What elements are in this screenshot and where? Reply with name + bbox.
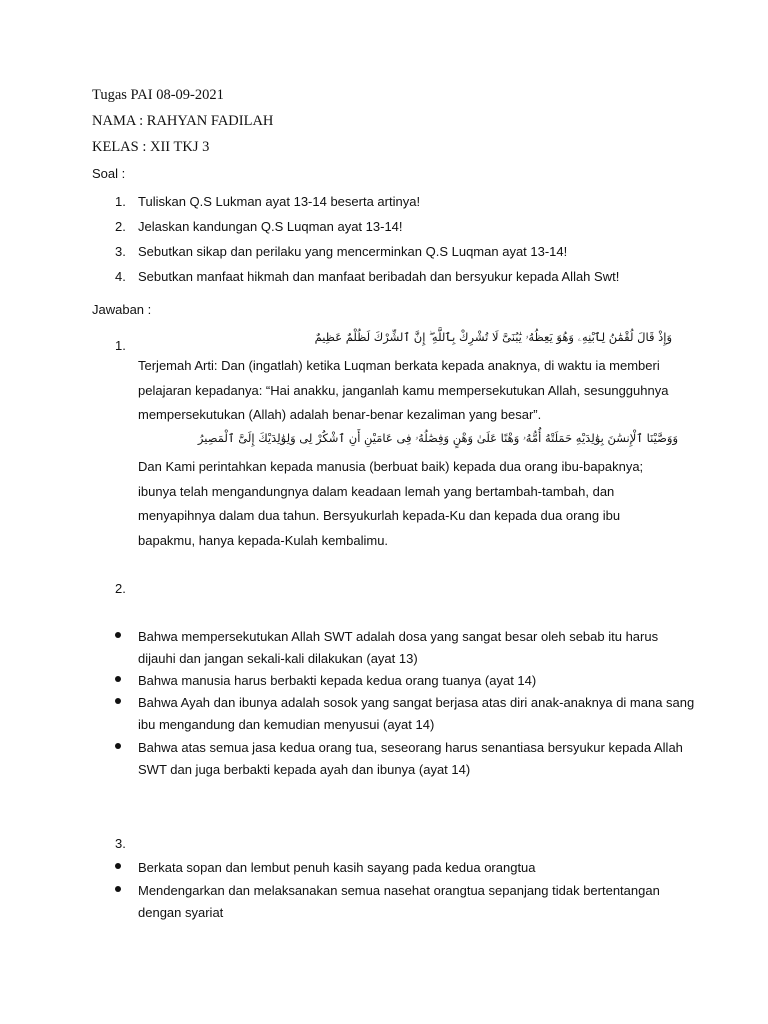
question-number: 2. [115, 219, 126, 234]
answers-label: Jawaban : [92, 302, 152, 317]
bullet-icon [115, 632, 121, 638]
answer-number: 3. [115, 836, 126, 851]
bullet-icon [115, 886, 121, 892]
document-title: Tugas PAI 08-09-2021 [92, 87, 224, 103]
question-number: 4. [115, 269, 126, 284]
translation-verse-14: Dan Kami perintahkan kepada manusia (berbuat baik) kepada dua orang ibu-bapaknya; ibunya telah mengandungnya dalam keadaan lemah yang bertambah-tambah, dan menyapihnya dalam dua tahun. Bersyukurlah kepada-Ku dan kepada dua orang ibu bapakmu, hanya kepada-Kulah kembalimu. [138, 459, 644, 548]
document-page: Tugas PAI 08-09-2021 NAMA : RAHYAN FADILAH KELAS : XII TKJ 3 Soal : 1. Tuliskan Q.S Lukman ayat 13-14 beserta artinya! 2. Jelaskan kandungan Q.S Luqman ayat 13-14! 3. Sebutkan sikap dan perilaku yang mencerminkan Q.S Luqman ayat 13-14! 4. Sebutkan manfaat hikmah dan manfaat beribadah dan bersyukur kepada Allah Swt! Jawaban : 1. وَإِذْ قَالَ لُقْمَٰنُ لِٱبْنِهِۦ وَهُوَ يَعِظُهُۥ يَٰبُنَىَّ لَا تُشْرِكْ بِٱللَّهِ ۖ إِنَّ ٱلشِّرْكَ لَظُلْمٌ عَظِيمٌ Terjemah Arti: Dan (ingatlah) ketika Luqman berkata kepada anaknya, di waktu ia memberi pelajaran kepadanya: “Hai anakku, janganlah kamu mempersekutukan Allah, sesungguhnya mempersekutukan (Allah) adalah benar-benar kezaliman yang besar”. وَوَصَّيْنَا ٱلْإِنسَٰنَ بِوَٰلِدَيْهِ حَمَلَتْهُ أُمُّهُۥ وَهْنًا عَلَىٰ وَهْنٍ وَفِصَٰلُهُۥ فِى عَامَيْنِ أَنِ ٱشْكُرْ لِى وَلِوَٰلِدَيْكَ إِلَىَّ ٱلْمَصِيرُ Dan Kami perintahkan kepada manusia (berbuat baik) kepada dua orang ibu-bapaknya; ibunya telah mengandungnya dalam keadaan lemah yang bertambah-tambah, dan menyapihnya dalam dua tahun. Bersyukurlah kepada-Ku dan kepada dua orang ibu bapakmu, hanya kepada-Kulah kembalimu. 2. Bahwa mempersekutukan Allah SWT adalah dosa yang sangat besar oleh sebab itu harus dijauhi dan jangan sekali-kali dilakukan (ayat 13) Bahwa manusia harus berbakti kepada kedua orang tuanya (ayat 14) Bahwa Ayah dan ibunya adalah sosok yang sangat berjasa atas diri anak-anaknya di mana sang ibu mengandung dan kemudian menyusui (ayat 14) Bahwa atas semua jasa kedua orang tua, seseorang harus senantiasa bersyukur kepada Allah SWT dan juga berbakti kepada ayah dan ibunya (ayat 14) 3. Berkata sopan dan lembut penuh kasih sayang pada kedua orangtua Mendengarkan dan melaksanakan semua nasehat orangtua sepanjang tidak bertentangan dengan syariat [92, 87, 695, 920]
questions-label: Soal : [92, 166, 126, 181]
question-number: 3. [115, 244, 126, 259]
bullet-icon [115, 863, 121, 869]
question-item: Sebutkan sikap dan perilaku yang mencerminkan Q.S Luqman ayat 13-14! [138, 244, 568, 259]
answer-number: 1. [115, 338, 126, 353]
question-item: Jelaskan kandungan Q.S Luqman ayat 13-14! [138, 219, 403, 234]
student-class: KELAS : XII TKJ 3 [92, 139, 210, 155]
bullet-icon [115, 698, 121, 704]
bullet-icon [115, 743, 121, 749]
student-name: NAMA : RAHYAN FADILAH [92, 113, 274, 129]
bullet-icon [115, 676, 121, 682]
arabic-verse-13: وَإِذْ قَالَ لُقْمَٰنُ لِٱبْنِهِۦ وَهُوَ يَعِظُهُۥ يَٰبُنَىَّ لَا تُشْرِكْ بِٱللَّهِ ۖ إِنَّ ٱلشِّرْكَ لَظُلْمٌ عَظِيمٌ [314, 330, 672, 344]
arabic-verse-14: وَوَصَّيْنَا ٱلْإِنسَٰنَ بِوَٰلِدَيْهِ حَمَلَتْهُ أُمُّهُۥ وَهْنًا عَلَىٰ وَهْنٍ وَفِصَٰلُهُۥ فِى عَامَيْنِ أَنِ ٱشْكُرْ لِى وَلِوَٰلِدَيْكَ إِلَىَّ ٱلْمَصِيرُ [197, 431, 678, 445]
question-number: 1. [115, 194, 126, 209]
question-item: Tuliskan Q.S Lukman ayat 13-14 beserta artinya! [138, 194, 421, 209]
answer-number: 2. [115, 581, 126, 596]
translation-verse-13: Terjemah Arti: Dan (ingatlah) ketika Luqman berkata kepada anaknya, di waktu ia memberi pelajaran kepadanya: “Hai anakku, janganlah kamu mempersekutukan Allah, sesungguhnya mempersekutukan (Allah) adalah benar-benar kezaliman yang besar”. [138, 358, 669, 422]
question-item: Sebutkan manfaat hikmah dan manfaat beribadah dan bersyukur kepada Allah Swt! [138, 269, 620, 284]
